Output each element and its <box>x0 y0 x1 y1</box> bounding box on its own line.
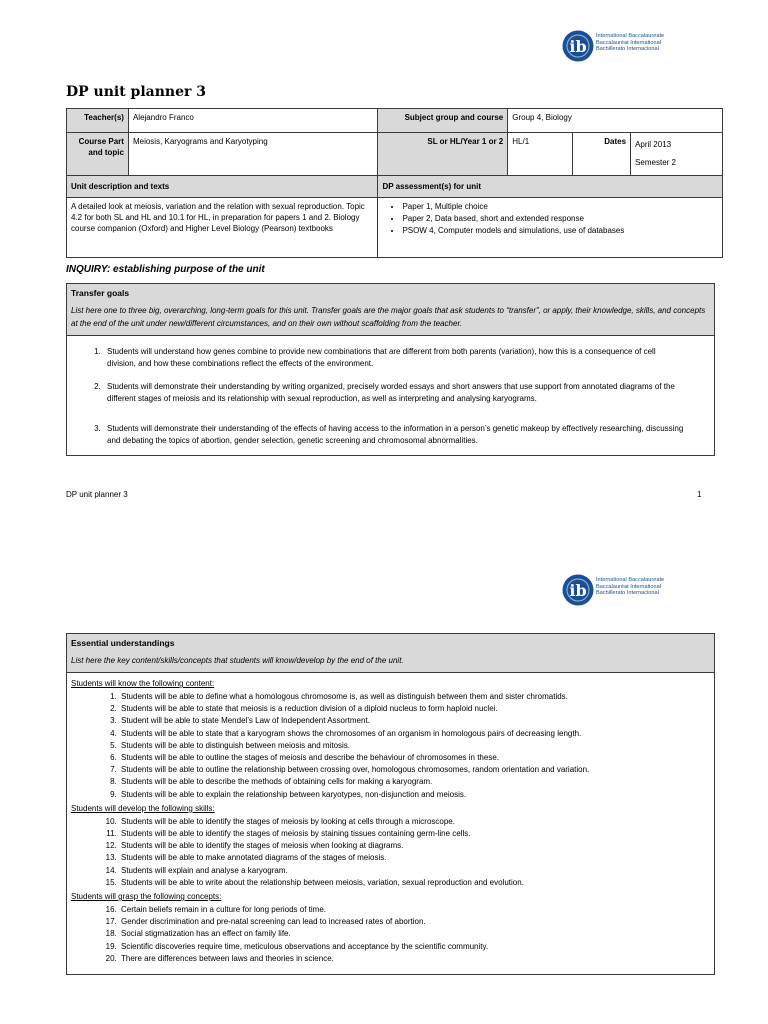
content-item: 5. Students will be able to distinguish between meiosis and mitosis. <box>119 740 710 752</box>
content-item: 7. Students will be able to outline the relationship between crossing over, homologous chromosomes, random orientation and variation. <box>119 764 710 776</box>
ib-logo <box>562 30 672 66</box>
skill-item: 12. Students will be able to identify the stages of meiosis when looking at diagrams. <box>119 840 710 852</box>
essential-understandings-header <box>67 634 714 673</box>
logo-text <box>596 577 664 597</box>
teachers-label: Teacher(s) <box>67 109 129 133</box>
inquiry-heading: INQUIRY: establishing purpose of the unit <box>66 264 265 275</box>
skill-item: 11. Students will be able to identify the stages of meiosis by staining tissues containing germ-line cells. <box>119 828 710 840</box>
assessment-item: • Paper 1, Multiple choice <box>402 201 718 213</box>
dates-label: Dates <box>573 133 631 176</box>
concepts-list <box>67 904 710 965</box>
logo-line-1: International Baccalaureate <box>596 33 665 39</box>
content-item: 1. Students will be able to define what a homologous chromosome is, as well as distinguish between them and sister chromatids. <box>119 691 710 703</box>
logo-line-3: Bachillerato Internacional <box>596 590 659 597</box>
page-2 <box>0 560 768 1024</box>
content-list <box>67 691 710 801</box>
svg-text:ib: ib <box>569 581 587 600</box>
concept-item: 18. Social stigmatization has an effect on family life. <box>119 928 710 940</box>
unit-description-text: A detailed look at meiosis, variation and the relation with sexual reproduction. Topic 4.2 for both SL and HL and 10.1 for HL, in preparation for papers 1 and 2. Biology course companion (Oxford) and Higher Level Biology (Pearson) textbooks <box>67 198 378 258</box>
skill-item: 14. Students will explain and analyse a karyogram. <box>119 865 710 877</box>
concept-item: 17. Gender discrimination and pre-natal screening can lead to increased rates of abortion. <box>119 916 710 928</box>
transfer-goal: 2. Students will demonstrate their understanding by writing organized, precisely worded essays and short answers that use support from annotated diagrams of the different stages of meiosis and its relationship with sexual reproduction, as well as interpreting and analysing karyograms. <box>103 381 684 405</box>
transfer-goals-description: List here one to three big, overarching, long-term goals for this unit. Transfer goals are the major goals that ask students to “transfer”, or apply, their knowledge, skills, and concepts at the end of the unit under new/different circumstances, and on their own without scaffolding from the teacher. <box>71 306 706 328</box>
transfer-goal: 1. Students will understand how genes combine to provide new combinations that are different from both parents (variation), how this is a consequence of cell division, and how these combinations reflect the effects of the environment. <box>103 346 684 370</box>
concept-item: 20. There are differences between laws and theories in science. <box>119 953 710 965</box>
ib-logo-icon <box>562 574 594 606</box>
ib-logo-icon <box>562 30 594 62</box>
content-item: 2. Students will be able to state that meiosis is a reduction division of a diploid nucleus to form haploid nuclei. <box>119 703 710 715</box>
footer-title: DP unit planner 3 <box>66 490 128 499</box>
skill-item: 13. Students will be able to make annotated diagrams of the stages of meiosis. <box>119 852 710 864</box>
subject-value: Group 4, Biology <box>508 109 723 133</box>
transfer-goals-box <box>66 283 715 456</box>
unit-description-label: Unit description and texts <box>67 176 378 198</box>
teachers-value: Alejandro Franco <box>128 109 378 133</box>
content-heading: Students will know the following content: <box>71 679 215 688</box>
skill-item: 10. Students will be able to identify the stages of meiosis by looking at cells through a microscope. <box>119 816 710 828</box>
transfer-goals-title: Transfer goals <box>71 288 130 298</box>
assessment-item: • Paper 2, Data based, short and extended response <box>402 213 718 225</box>
assessment-label: DP assessment(s) for unit <box>378 176 723 198</box>
logo-line-1: International Baccalaureate <box>596 577 665 583</box>
assessment-list <box>382 201 718 237</box>
svg-text:ib: ib <box>569 37 587 56</box>
skills-list <box>67 816 710 889</box>
logo-text <box>596 33 664 53</box>
content-item: 8. Students will be able to describe the methods of obtaining cells for making a karyogram. <box>119 776 710 788</box>
essential-understandings-description: List here the key content/skills/concepts that students will know/develop by the end of the unit. <box>71 656 404 665</box>
content-item: 4. Students will be able to state that a karyogram shows the chromosomes of an organism in homologous pairs of decreasing length. <box>119 728 710 740</box>
logo-line-3: Bachillerato Internacional <box>596 46 659 53</box>
subject-label: Subject group and course <box>378 109 508 133</box>
page-number: 1 <box>697 490 702 499</box>
assessment-item: • PSOW 4, Computer models and simulations, use of databases <box>402 225 718 237</box>
course-part-value: Meiosis, Karyograms and Karyotyping <box>128 133 378 176</box>
dates-value-2: Semester 2 <box>635 158 676 167</box>
transfer-goal: 3. Students will demonstrate their understanding of the effects of having access to the information in a person’s genetic makeup by effectively researching, discussing and debating the topics of abortion, gender selection, genetic screening and chromosomal abnormalities. <box>103 423 684 447</box>
dates-value <box>631 133 723 176</box>
content-item: 9. Students will be able to explain the relationship between karyotypes, non-disjunction and meiosis. <box>119 789 710 801</box>
assessment-list-cell <box>378 198 723 258</box>
sl-hl-label: SL or HL/Year 1 or 2 <box>378 133 508 176</box>
logo-line-2: Baccalauréat International <box>596 39 661 46</box>
concept-item: 16. Certain beliefs remain in a culture for long periods of time. <box>119 904 710 916</box>
skills-heading: Students will develop the following skills: <box>71 803 215 813</box>
skill-item: 15. Students will be able to write about the relationship between meiosis, variation, sexual reproduction and evolution. <box>119 877 710 889</box>
concepts-heading: Students will grasp the following concepts: <box>71 892 222 902</box>
essential-understandings-body <box>67 673 714 974</box>
transfer-goals-list <box>67 336 714 455</box>
content-item: 3. Student will be able to state Mendel’s Law of Independent Assortment. <box>119 715 710 727</box>
dates-value-1: April 2013 <box>635 140 672 149</box>
logo-line-2: Baccalauréat International <box>596 583 661 590</box>
sl-hl-value: HL/1 <box>508 133 573 176</box>
essential-understandings-box <box>66 633 715 975</box>
essential-understandings-title: Essential understandings <box>71 638 175 648</box>
content-item: 6. Students will be able to outline the stages of meiosis and describe the behaviour of chromosomes in these. <box>119 752 710 764</box>
concept-item: 19. Scientific discoveries require time, meticulous observations and acceptance by the scientific community. <box>119 941 710 953</box>
ib-logo <box>562 574 672 610</box>
page-title: DP unit planner 3 <box>66 84 206 100</box>
transfer-goals-header <box>67 284 714 336</box>
course-part-label: Course Part and topic <box>67 133 129 176</box>
unit-header-table <box>66 108 723 258</box>
